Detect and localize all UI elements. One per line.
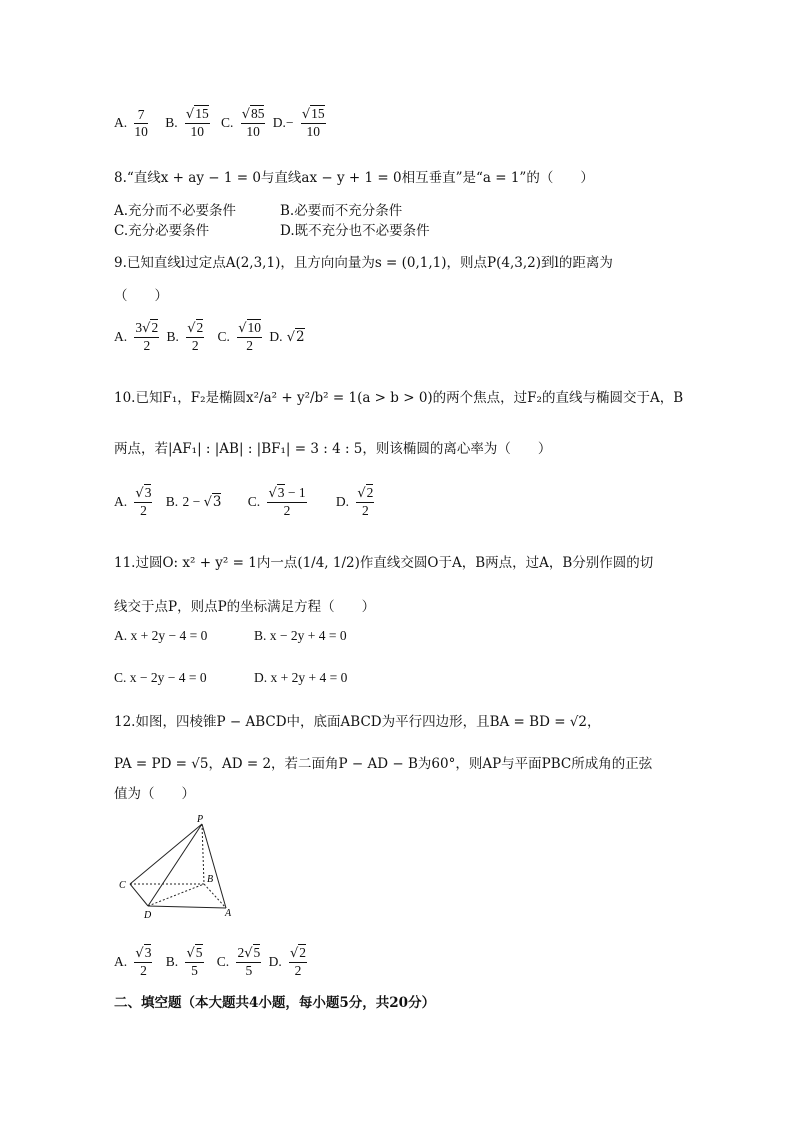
q12-option-a: A. $\frac{√3}{2}$ (114, 945, 152, 978)
q8-option-b: B.必要而不充分条件 (280, 203, 403, 219)
q10-option-b: B. 2 − √3 (165, 493, 222, 510)
q10-option-c: C. $\frac{√3 - 1}{2}$ (247, 485, 306, 518)
q12-stem2: PA = PD = √5，AD = 2，若二面角P − AD − B为60°，则AP与平面PBC所成角的正弦 (114, 756, 653, 772)
q10-options (114, 485, 377, 519)
label-c: C (119, 880, 126, 891)
q12-option-b: B. $\frac{√5}{5}$ (165, 945, 203, 978)
q7-option-a-value: $\frac{7}{10}$ (134, 106, 148, 139)
q12-options (114, 945, 310, 979)
q8-option-d: D.既不充分也不必要条件 (280, 223, 430, 239)
q9-option-c: C. $\frac{√10}{2}$ (217, 320, 262, 353)
q9-paren: （ ） (114, 288, 168, 304)
q11-options-row1 (114, 626, 347, 646)
label-p: P (197, 814, 204, 825)
label-a: A (225, 908, 232, 919)
q9-option-a: A. $\frac{3√2}{2}$ (114, 320, 159, 353)
q7-option-b: B. $\frac{√15}{10}$ (165, 106, 209, 139)
q12-stem3: 值为（ ） (114, 786, 195, 802)
q12-option-d: D. $\frac{√2}{2}$ (268, 945, 307, 978)
q7-option-a: A. $\frac{7}{10}$ (114, 106, 148, 139)
q12-option-c: C. $\frac{2√5}{5}$ (216, 945, 261, 978)
q9-option-b: B. $\frac{√2}{2}$ (166, 320, 204, 353)
q8-option-c: C.充分必要条件 (114, 223, 210, 239)
q11-option-a: A. x + 2y − 4 = 0 (114, 628, 208, 643)
q11-options-row2 (114, 668, 347, 688)
q8-options-row1 (114, 201, 402, 221)
q11-stem: 11.过圆O: x² + y² = 1内一点(1/4, 1/2)作直线交圆O于A，B两点，过A，B分别作圆的切 (114, 555, 654, 571)
q12-pyramid-figure (118, 812, 236, 920)
label-d: D (144, 910, 152, 920)
label-b: B (207, 874, 214, 885)
q11-option-c: C. x − 2y − 4 = 0 (114, 670, 207, 685)
q8-stem: 8.“直线x + ay − 1 = 0与直线ax − y + 1 = 0相互垂直”是“a = 1”的（ ） (114, 170, 594, 186)
q9-options (114, 320, 305, 354)
q9-stem: 9.已知直线l过定点A(2,3,1)，且方向向量为s = (0,1,1)，则点P(4,3,2)到l的距离为 (114, 255, 613, 271)
q7-option-c: C. $\frac{√85}{10}$ (221, 106, 265, 139)
q10-stem: 10.已知F₁，F₂是椭圆x²/a² + y²/b² = 1(a > b > 0)的两个焦点，过F₂的直线与椭圆交于A，B (114, 390, 684, 406)
q10-stem2: 两点，若|AF₁| : |AB| : |BF₁| = 3 : 4 : 5，则该椭圆的离心率为（ ） (114, 441, 552, 457)
q9-option-d: D. √2 (269, 328, 305, 345)
q11-stem2: 线交于点P，则点P的坐标满足方程（ ） (114, 599, 376, 615)
q10-option-d: D. $\frac{√2}{2}$ (335, 485, 374, 518)
q7-options (114, 106, 329, 140)
q7-option-d: D.− $\frac{√15}{10}$ (272, 106, 325, 139)
q12-stem: 12.如图，四棱锥P − ABCD中，底面ABCD为平行四边形，且BA = BD = √2， (114, 714, 601, 730)
q11-option-b: B. x − 2y + 4 = 0 (254, 628, 347, 643)
q11-option-d: D. x + 2y + 4 = 0 (254, 670, 348, 685)
q8-options-row2 (114, 221, 430, 241)
section2-heading: 二、填空题（本大题共4小题，每小题5分，共20分） (114, 995, 436, 1011)
q8-option-a: A.充分而不必要条件 (114, 203, 237, 219)
q10-option-a: A. $\frac{√3}{2}$ (114, 485, 152, 518)
